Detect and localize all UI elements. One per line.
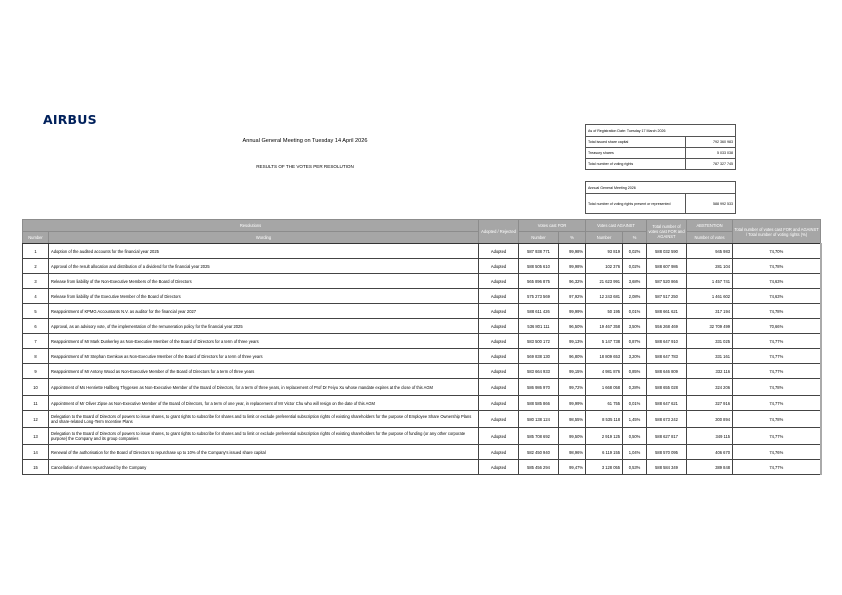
total-ratio: 74,77% xyxy=(733,396,821,411)
status-cell: Adopted xyxy=(479,274,519,289)
votes-for-pct: 96,50% xyxy=(559,319,586,334)
resolution-number: 9 xyxy=(23,364,49,379)
table-row xyxy=(23,364,821,379)
resolution-wording: Release from liability of the Executive Member of the Board of Directors xyxy=(49,289,479,304)
total-for-against: 587 520 866 xyxy=(647,274,687,289)
resolution-number: 12 xyxy=(23,411,49,428)
votes-against-number: 3 128 055 xyxy=(586,460,623,475)
total-for-against: 588 655 028 xyxy=(647,379,687,396)
resolution-number: 7 xyxy=(23,334,49,349)
votes-for-number: 583 500 172 xyxy=(519,334,559,349)
total-for-against: 588 673 242 xyxy=(647,411,687,428)
resolution-number: 6 xyxy=(23,319,49,334)
header-row-2 xyxy=(23,232,821,244)
status-cell: Adopted xyxy=(479,364,519,379)
abstention-votes: 332 116 xyxy=(687,364,733,379)
votes-against-pct: 0,02% xyxy=(623,244,647,259)
votes-for-number: 575 273 569 xyxy=(519,289,559,304)
abstention-votes: 32 709 499 xyxy=(687,319,733,334)
table-row xyxy=(23,428,821,445)
abstention-votes: 1 461 602 xyxy=(687,289,733,304)
status-cell: Adopted xyxy=(479,411,519,428)
votes-for-number: 536 801 111 xyxy=(519,319,559,334)
votes-for-pct: 99,98% xyxy=(559,244,586,259)
table-row xyxy=(23,334,821,349)
votes-for-pct: 99,98% xyxy=(559,259,586,274)
total-for-against: 588 647 910 xyxy=(647,334,687,349)
votes-for-pct: 99,47% xyxy=(559,460,586,475)
abstention-votes: 1 457 741 xyxy=(687,274,733,289)
votes-for-number: 586 986 970 xyxy=(519,379,559,396)
status-cell: Adopted xyxy=(479,289,519,304)
table-row xyxy=(23,244,821,259)
total-for-against: 588 647 621 xyxy=(647,396,687,411)
table-row xyxy=(23,411,821,428)
total-ratio: 74,78% xyxy=(733,259,821,274)
votes-for-number: 588 611 426 xyxy=(519,304,559,319)
votes-against-number: 1 668 058 xyxy=(586,379,623,396)
resolution-wording: Reappointment of KPMG Accountants N.V. as auditor for the financial year 2027 xyxy=(49,304,479,319)
abstention-votes: 406 670 xyxy=(687,445,733,460)
abstention-votes: 389 848 xyxy=(687,460,733,475)
votes-against-number: 12 243 681 xyxy=(586,289,623,304)
votes-against-number: 8 535 118 xyxy=(586,411,623,428)
votes-against-number: 4 981 876 xyxy=(586,364,623,379)
header-votes-for: Votes cast FOR xyxy=(519,220,586,232)
table-row xyxy=(23,445,821,460)
votes-for-number: 588 585 866 xyxy=(519,396,559,411)
abstention-votes: 300 894 xyxy=(687,411,733,428)
votes-against-number: 21 623 991 xyxy=(586,274,623,289)
votes-for-pct: 97,92% xyxy=(559,289,586,304)
votes-against-number: 5 147 738 xyxy=(586,334,623,349)
resolution-wording: Release from liability of the Non-Executive Members of the Board of Directors xyxy=(49,274,479,289)
agm-heading: Annual General Meeting 2026 xyxy=(586,182,736,194)
table-row xyxy=(23,396,821,411)
resolution-number: 2 xyxy=(23,259,49,274)
resolution-number: 8 xyxy=(23,349,49,364)
total-ratio: 74,63% xyxy=(733,289,821,304)
resolution-wording: Appointment of Mr Oliver Zipse as Non-Executive Member of the Board of Directors, for a term of one year, in replacement of Mr Victor Chu who will resign on the date of this AGM xyxy=(49,396,479,411)
info-value: 588 992 533 xyxy=(686,194,736,214)
header-against-pct: % xyxy=(623,232,647,244)
header-number: Number xyxy=(23,232,49,244)
info-value: 5 033 038 xyxy=(686,148,736,159)
total-ratio: 74,70% xyxy=(733,244,821,259)
header-against-number: Number xyxy=(586,232,623,244)
registration-info-box xyxy=(585,124,736,170)
resolution-number: 13 xyxy=(23,428,49,445)
total-ratio: 74,77% xyxy=(733,364,821,379)
votes-against-number: 93 819 xyxy=(586,244,623,259)
page-title: Annual General Meeting on Tuesday 14 April 2026 xyxy=(242,138,368,144)
header-for-pct: % xyxy=(559,232,586,244)
resolution-number: 1 xyxy=(23,244,49,259)
votes-for-pct: 96,80% xyxy=(559,349,586,364)
votes-against-number: 61 755 xyxy=(586,396,623,411)
total-ratio: 74,77% xyxy=(733,460,821,475)
total-ratio: 74,78% xyxy=(733,411,821,428)
abstention-votes: 317 194 xyxy=(687,304,733,319)
agm-info-box xyxy=(585,181,736,214)
votes-against-pct: 1,45% xyxy=(623,411,647,428)
votes-against-pct: 2,08% xyxy=(623,289,647,304)
votes-for-pct: 99,13% xyxy=(559,334,586,349)
page-subtitle: RESULTS OF THE VOTES PER RESOLUTION xyxy=(256,164,354,169)
resolution-wording: Reappointment of Mr Mark Dunkerley as Non-Executive Member of the Board of Directors for a term of three years xyxy=(49,334,479,349)
header-votes-against: Votes cast AGAINST xyxy=(586,220,647,232)
votes-for-number: 565 896 875 xyxy=(519,274,559,289)
header-resolutions: Resolutions xyxy=(23,220,479,232)
header-total-for-against: Total number of votes cast FOR and AGAINST xyxy=(647,220,687,244)
votes-against-pct: 0,28% xyxy=(623,379,647,396)
votes-for-pct: 99,72% xyxy=(559,379,586,396)
status-cell: Adopted xyxy=(479,244,519,259)
votes-against-pct: 0,53% xyxy=(623,460,647,475)
resolution-wording: Renewal of the authorisation for the Board of Directors to repurchase up to 10% of the Company's issued share capital xyxy=(49,445,479,460)
info-value: 792 360 983 xyxy=(686,137,736,148)
total-for-against: 587 517 250 xyxy=(647,289,687,304)
votes-for-pct: 98,55% xyxy=(559,411,586,428)
resolution-wording: Cancellation of shares repurchased by the Company xyxy=(49,460,479,475)
header-total-ratio: Total number of votes cast FOR and AGAINST / Total number of voting rights (%) xyxy=(733,220,821,244)
votes-for-number: 569 838 130 xyxy=(519,349,559,364)
votes-against-number: 102 376 xyxy=(586,259,623,274)
info-row xyxy=(586,148,736,159)
resolution-wording: Appointment of Ms Henriette Hallberg Thygesen as Non-Executive Member of the Board of Directors, for a term of three years, in replacement of Prof Dr Feiyu Xu whose mandate expires at the close of this AGM xyxy=(49,379,479,396)
abstention-votes: 281 104 xyxy=(687,259,733,274)
votes-against-number: 19 467 358 xyxy=(586,319,623,334)
header-wording: Wording xyxy=(49,232,479,244)
table-row xyxy=(23,349,821,364)
results-table xyxy=(22,219,822,475)
abstention-votes: 945 983 xyxy=(687,244,733,259)
votes-for-pct: 96,32% xyxy=(559,274,586,289)
status-cell: Adopted xyxy=(479,259,519,274)
votes-against-pct: 0,01% xyxy=(623,304,647,319)
votes-against-number: 18 809 653 xyxy=(586,349,623,364)
votes-against-pct: 0,50% xyxy=(623,428,647,445)
resolution-wording: Reappointment of Mr Antony Wood as Non-Executive Member of the Board of Directors for a term of three years xyxy=(49,364,479,379)
status-cell: Adopted xyxy=(479,334,519,349)
resolution-number: 15 xyxy=(23,460,49,475)
votes-for-number: 585 708 692 xyxy=(519,428,559,445)
abstention-votes: 331 161 xyxy=(687,349,733,364)
info-row xyxy=(586,137,736,148)
status-cell: Adopted xyxy=(479,379,519,396)
resolution-number: 3 xyxy=(23,274,49,289)
votes-against-pct: 1,04% xyxy=(623,445,647,460)
header-adopted-rejected: Adopted / Rejected xyxy=(479,220,519,244)
total-ratio: 70,66% xyxy=(733,319,821,334)
info-label: Treasury shares xyxy=(586,148,686,159)
resolution-wording: Adoption of the audited accounts for the financial year 2025 xyxy=(49,244,479,259)
votes-for-number: 580 138 124 xyxy=(519,411,559,428)
status-cell: Adopted xyxy=(479,319,519,334)
resolution-wording: Reappointment of Mr Stephan Gemkow as Non-Executive Member of the Board of Directors for a term of three years xyxy=(49,349,479,364)
info-value: 787 327 745 xyxy=(686,159,736,170)
votes-for-pct: 98,96% xyxy=(559,445,586,460)
total-for-against: 556 268 469 xyxy=(647,319,687,334)
votes-for-number: 585 456 294 xyxy=(519,460,559,475)
resolution-number: 10 xyxy=(23,379,49,396)
status-cell: Adopted xyxy=(479,445,519,460)
votes-for-pct: 99,15% xyxy=(559,364,586,379)
total-ratio: 74,78% xyxy=(733,379,821,396)
votes-for-number: 583 664 933 xyxy=(519,364,559,379)
total-for-against: 588 607 986 xyxy=(647,259,687,274)
header-abstention-votes: Number of votes xyxy=(687,232,733,244)
votes-against-pct: 0,87% xyxy=(623,334,647,349)
total-ratio: 74,76% xyxy=(733,445,821,460)
table-row xyxy=(23,289,821,304)
info-row xyxy=(586,159,736,170)
votes-against-pct: 3,68% xyxy=(623,274,647,289)
table-row xyxy=(23,259,821,274)
info-label: Total number of voting rights present or represented xyxy=(586,194,686,214)
registration-heading: As of Registration Date: Tuesday 17 March 2026 xyxy=(586,125,736,137)
status-cell: Adopted xyxy=(479,460,519,475)
total-for-against: 588 584 349 xyxy=(647,460,687,475)
total-for-against: 588 647 783 xyxy=(647,349,687,364)
abstention-votes: 331 025 xyxy=(687,334,733,349)
total-ratio: 74,63% xyxy=(733,274,821,289)
total-ratio: 74,77% xyxy=(733,349,821,364)
table-row xyxy=(23,379,821,396)
votes-against-pct: 0,01% xyxy=(623,396,647,411)
total-for-against: 588 646 809 xyxy=(647,364,687,379)
total-ratio: 74,77% xyxy=(733,428,821,445)
table-row xyxy=(23,319,821,334)
votes-against-pct: 0,02% xyxy=(623,259,647,274)
info-label: Total number of voting rights xyxy=(586,159,686,170)
abstention-votes: 327 916 xyxy=(687,396,733,411)
total-for-against: 588 627 817 xyxy=(647,428,687,445)
abstention-votes: 349 115 xyxy=(687,428,733,445)
header-for-number: Number xyxy=(519,232,559,244)
status-cell: Adopted xyxy=(479,396,519,411)
votes-against-number: 6 119 155 xyxy=(586,445,623,460)
resolution-number: 5 xyxy=(23,304,49,319)
status-cell: Adopted xyxy=(479,428,519,445)
total-for-against: 588 661 621 xyxy=(647,304,687,319)
total-for-against: 588 032 590 xyxy=(647,244,687,259)
votes-against-number: 50 195 xyxy=(586,304,623,319)
resolution-wording: Delegation to the Board of Directors of powers to issue shares, to grant rights to subscribe for shares and to limit or exclude preferential subscription rights of existing shareholders for the purpose of Employee Share Ownership Plans and share-related Long-Term Incentive Plans xyxy=(49,411,479,428)
votes-for-number: 588 505 610 xyxy=(519,259,559,274)
table-row xyxy=(23,460,821,475)
abstention-votes: 324 206 xyxy=(687,379,733,396)
total-ratio: 74,78% xyxy=(733,304,821,319)
status-cell: Adopted xyxy=(479,349,519,364)
total-ratio: 74,77% xyxy=(733,334,821,349)
header-row-1 xyxy=(23,220,821,232)
resolution-number: 14 xyxy=(23,445,49,460)
resolution-wording: Delegation to the Board of Directors of powers to issue shares, to grant rights to subscribe for shares and to limit or exclude preferential subscription rights of existing shareholders for the purpose of funding (or any other corporate purpose) the Company and its group companies xyxy=(49,428,479,445)
votes-for-pct: 99,99% xyxy=(559,396,586,411)
votes-for-number: 582 450 940 xyxy=(519,445,559,460)
status-cell: Adopted xyxy=(479,304,519,319)
total-for-against: 588 570 095 xyxy=(647,445,687,460)
info-label: Total issued share capital xyxy=(586,137,686,148)
votes-for-number: 587 938 771 xyxy=(519,244,559,259)
resolution-wording: Approval of the result allocation and distribution of a dividend for the financial year 2025 xyxy=(49,259,479,274)
table-row xyxy=(23,274,821,289)
votes-for-pct: 99,99% xyxy=(559,304,586,319)
table-row xyxy=(23,304,821,319)
votes-against-pct: 3,50% xyxy=(623,319,647,334)
info-row xyxy=(586,194,736,214)
votes-against-number: 2 919 125 xyxy=(586,428,623,445)
votes-for-pct: 99,50% xyxy=(559,428,586,445)
votes-against-pct: 3,20% xyxy=(623,349,647,364)
resolution-number: 4 xyxy=(23,289,49,304)
airbus-logo: AIRBUS xyxy=(43,112,97,127)
votes-against-pct: 0,85% xyxy=(623,364,647,379)
resolution-number: 11 xyxy=(23,396,49,411)
resolution-wording: Approval, as an advisory vote, of the implementation of the remuneration policy for the financial year 2025 xyxy=(49,319,479,334)
header-abstention: ABSTENTION xyxy=(687,220,733,232)
